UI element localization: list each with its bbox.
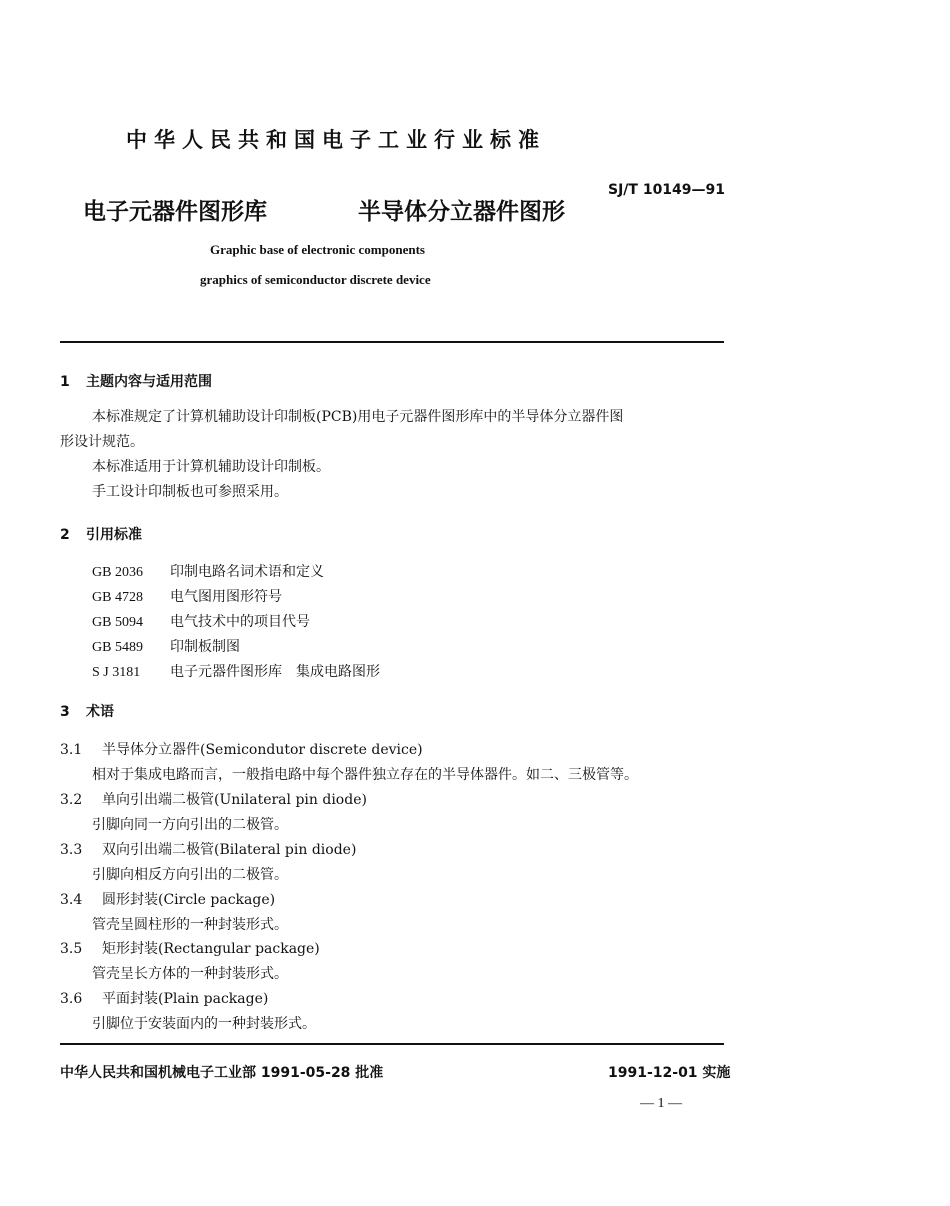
term-definition: 引脚向相反方向引出的二极管。 [92, 867, 288, 883]
reference-code: GB 5094 [92, 615, 143, 630]
section-3-heading [60, 701, 114, 721]
term-name: 圆形封装(Circle package) [102, 892, 276, 908]
term-number: 3.3 [60, 842, 83, 858]
reference-title: 电气技术中的项目代号 [170, 614, 310, 630]
reference-item [92, 611, 310, 631]
section-1-title: 主题内容与适用范围 [86, 374, 212, 390]
reference-code: GB 5489 [92, 640, 143, 655]
term-heading [60, 889, 275, 909]
term-heading [60, 988, 268, 1008]
term-definition: 引脚位于安装面内的一种封装形式。 [92, 1016, 316, 1032]
section-1-para2: 本标准适用于计算机辅助设计印制板。 [92, 459, 330, 475]
term-heading [60, 789, 367, 809]
reference-item [92, 636, 240, 656]
reference-item [92, 561, 324, 581]
effective-date: 1991-12-01 实施 [608, 1065, 731, 1081]
term-definition: 管壳呈圆柱形的一种封装形式。 [92, 917, 288, 933]
page-number: — 1 — [640, 1096, 682, 1111]
section-2-number: 2 [60, 527, 70, 543]
term-name: 平面封装(Plain package) [102, 991, 269, 1007]
reference-code: S J 3181 [92, 665, 141, 680]
term-heading [60, 739, 423, 759]
section-2-heading [60, 524, 142, 544]
term-number: 3.5 [60, 941, 83, 957]
standard-code: SJ/T 10149—91 [608, 182, 726, 198]
header-divider [60, 341, 724, 343]
footer-divider [60, 1043, 724, 1045]
reference-title: 印制板制图 [170, 639, 240, 655]
term-definition: 引脚向同一方向引出的二极管。 [92, 817, 288, 833]
section-1-para1-line1: 本标准规定了计算机辅助设计印制板(PCB)用电子元器件图形库中的半导体分立器件图 [92, 409, 624, 425]
term-definition: 管壳呈长方体的一种封装形式。 [92, 966, 288, 982]
reference-item [92, 661, 380, 681]
section-2-title: 引用标准 [86, 527, 142, 543]
section-1-para3: 手工设计印制板也可参照采用。 [92, 484, 288, 500]
approval-note: 中华人民共和国机械电子工业部 1991-05-28 批准 [60, 1065, 384, 1081]
term-name: 半导体分立器件(Semicondutor discrete device) [102, 742, 423, 758]
term-number: 3.4 [60, 892, 83, 908]
issuing-authority-heading: 中华人民共和国电子工业行业标准 [126, 128, 546, 152]
term-heading [60, 938, 320, 958]
title-en-line2: graphics of semiconductor discrete device [200, 272, 431, 287]
term-number: 3.6 [60, 991, 83, 1007]
title-cn-left: 电子元器件图形库 [83, 199, 267, 225]
reference-title: 印制电路名词术语和定义 [170, 564, 324, 580]
term-number: 3.1 [60, 742, 83, 758]
section-3-title: 术语 [86, 704, 114, 720]
reference-code: GB 4728 [92, 590, 143, 605]
reference-title: 电子元器件图形库 集成电路图形 [170, 664, 380, 680]
term-name: 矩形封装(Rectangular package) [102, 941, 320, 957]
title-en-line1: Graphic base of electronic components [210, 242, 425, 257]
term-heading [60, 839, 356, 859]
reference-title: 电气图用图形符号 [170, 589, 282, 605]
term-definition: 相对于集成电路而言，一般指电路中每个器件独立存在的半导体器件。如二、三极管等。 [92, 767, 638, 783]
section-1-heading [60, 371, 212, 391]
term-number: 3.2 [60, 792, 83, 808]
reference-code: GB 2036 [92, 565, 143, 580]
term-name: 单向引出端二极管(Unilateral pin diode) [102, 792, 367, 808]
section-3-number: 3 [60, 704, 70, 720]
section-1-para1-line2: 形设计规范。 [60, 434, 144, 450]
title-cn-right: 半导体分立器件图形 [358, 199, 565, 225]
term-name: 双向引出端二极管(Bilateral pin diode) [102, 842, 357, 858]
reference-item [92, 586, 282, 606]
section-1-number: 1 [60, 374, 70, 390]
